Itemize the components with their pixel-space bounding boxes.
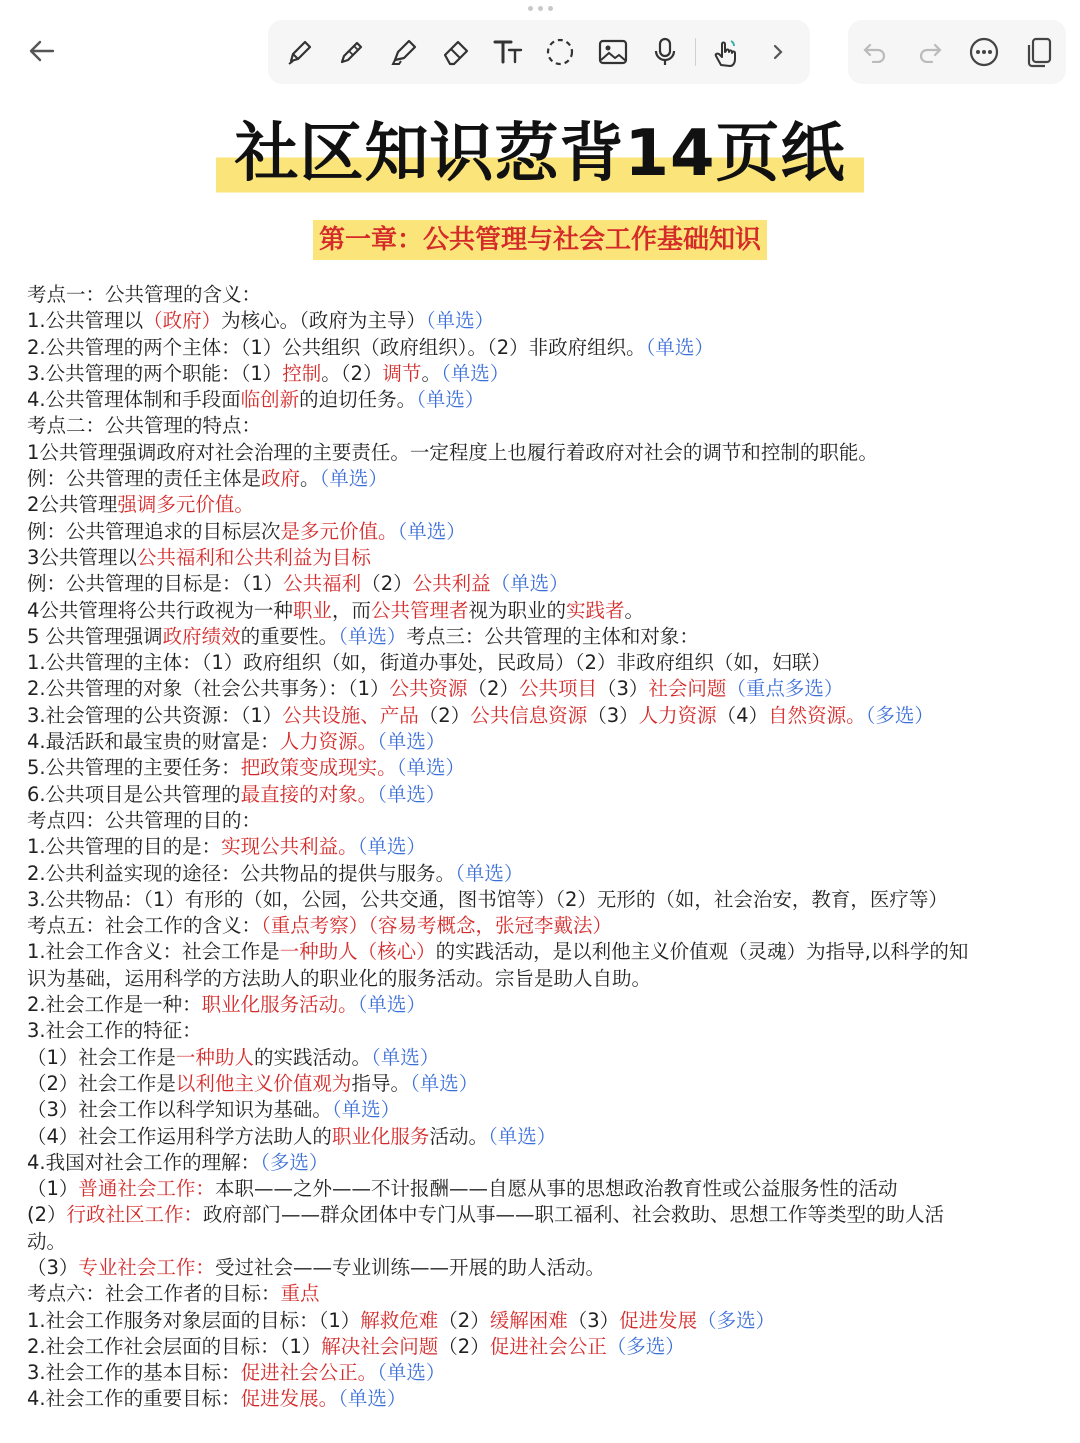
body-text: (2）: [27, 1203, 67, 1227]
highlight-text: 普通社会工作：: [78, 1177, 215, 1201]
body-text: 考点一：公共管理的含义：: [27, 283, 262, 306]
body-text: 4.公共管理体制和手段面: [27, 388, 241, 412]
body-text: 为核心。（政府为主导）: [221, 309, 426, 333]
body-text: 考点二：公共管理的特点：: [27, 414, 262, 438]
note-line: [27, 755, 1055, 781]
body-text: 2.社会工作社会层面的目标：（1）: [27, 1334, 322, 1358]
question-type-tag: （多选）: [260, 1150, 329, 1174]
pen-tool-button[interactable]: [278, 30, 322, 74]
body-text: （2）: [467, 677, 519, 701]
body-text: 本职——之外——不计报酬——自愿从事的思想政治教育性或公益服务性的活动: [214, 1177, 898, 1201]
body-text: （2）: [438, 1334, 490, 1358]
note-line: [27, 703, 1055, 729]
body-text: 例：公共管理的目标是：（1）: [27, 572, 284, 596]
body-text: 1.公共管理以: [27, 309, 144, 333]
body-text: 受过社会——专业训练——开展的助人活动。: [214, 1255, 605, 1279]
arrow-left-icon: [29, 40, 55, 62]
highlight-text: 缓解困难: [489, 1308, 568, 1332]
text-tool-button[interactable]: [486, 30, 530, 74]
body-text: 3.社会管理的公共资源：（1）: [27, 703, 283, 727]
note-content[interactable]: [27, 282, 1055, 1413]
note-line: [27, 1045, 1055, 1071]
top-toolbar: [0, 0, 1080, 100]
question-type-tag: （单选）: [370, 1045, 440, 1069]
pencil-tool-button[interactable]: [330, 30, 374, 74]
body-text: 活动。: [429, 1124, 488, 1148]
body-text: 3公共管理以: [27, 545, 137, 569]
highlight-text: 促进社会公正: [489, 1334, 607, 1358]
body-text: 考点三：公共管理的主体和对象：: [406, 624, 699, 648]
note-line: [27, 650, 1055, 676]
pen-icon: [283, 35, 317, 69]
body-text: 考点六：社会工作者的目标：: [27, 1282, 281, 1306]
highlight-text: 促进发展: [619, 1308, 698, 1332]
body-text: ，而: [331, 598, 371, 622]
undo-icon: [862, 41, 888, 63]
body-text: 。（2）: [321, 361, 383, 385]
body-text: 考点五：社会工作的含义：: [27, 914, 262, 938]
highlight-text: 以利他主义价值观为: [175, 1071, 352, 1095]
body-text: 2公共管理: [27, 493, 118, 517]
question-type-tag: （单选）: [487, 1124, 557, 1148]
note-line: [27, 966, 1055, 992]
note-line: [27, 834, 1055, 860]
touch-hand-icon: [709, 35, 743, 69]
question-type-tag: （多选）: [697, 1308, 776, 1332]
body-text: （4）社会工作运用科学方法助人的: [27, 1124, 332, 1148]
note-line: [27, 887, 1055, 913]
microphone-tool-button[interactable]: [643, 30, 687, 74]
note-line: [27, 519, 1055, 545]
drag-handle[interactable]: [524, 6, 556, 12]
body-text: 。: [624, 598, 645, 622]
highlight-text: 重点: [280, 1282, 320, 1306]
highlight-text: 把政策变成现实。: [240, 756, 397, 780]
highlight-text: 行政社区工作：: [66, 1203, 204, 1227]
note-line: [27, 1281, 1055, 1307]
note-line: [27, 282, 1055, 308]
body-text: 2.公共管理的两个主体：（1）公共组织（政府组织）。（2）非政府组织。: [27, 335, 646, 359]
note-line: [27, 624, 1055, 650]
eraser-tool-button[interactable]: [434, 30, 478, 74]
highlight-text: 最直接的对象。: [240, 782, 378, 806]
body-text: （2）: [438, 1308, 490, 1332]
note-line: [27, 598, 1055, 624]
note-line: [27, 1255, 1055, 1281]
note-line: [27, 1308, 1055, 1334]
marker-icon: [387, 35, 421, 69]
pencil-icon: [335, 35, 369, 69]
note-line: [27, 861, 1055, 887]
chapter-heading: 第一章：公共管理与社会工作基础知识: [313, 220, 767, 260]
chapter-area: [0, 220, 1080, 260]
highlight-text: 一种助人（核心）: [279, 940, 436, 964]
highlight-text: 临创新: [240, 388, 300, 412]
chevron-right-icon: [768, 42, 788, 62]
body-text: （2）: [361, 572, 413, 596]
note-line: [27, 1386, 1055, 1412]
question-type-tag: （单选）: [377, 782, 446, 806]
question-type-tag: （单选）: [397, 519, 466, 543]
note-line: [27, 1097, 1055, 1123]
note-line: [27, 1150, 1055, 1176]
question-type-tag: （单选）: [455, 861, 524, 885]
question-type-tag: （单选）: [377, 1361, 446, 1385]
note-line: [27, 1071, 1055, 1097]
redo-icon: [917, 41, 943, 63]
body-text: 。: [300, 467, 320, 491]
body-text: 2.社会工作是一种：: [27, 993, 202, 1017]
lasso-tool-button[interactable]: [538, 30, 582, 74]
question-type-tag: （单选）: [409, 1071, 479, 1095]
note-line: [27, 308, 1055, 334]
highlight-text: 政府: [261, 467, 301, 491]
title-area: [0, 112, 1080, 196]
body-text: 1公共管理强调政府对社会治理的主要责任。一定程度上也履行着政府对社会的调节和控制的职能。: [27, 440, 878, 464]
body-text: 动。: [27, 1229, 67, 1253]
highlight-text: 公共信息资源: [470, 703, 588, 727]
note-line: [27, 1018, 1055, 1044]
note-line: [27, 808, 1055, 834]
body-text: 5 公共管理强调: [27, 624, 163, 648]
body-text: 1.社会工作含义：社会工作是: [27, 940, 280, 964]
more-icon: [968, 36, 1000, 68]
question-type-tag: （单选）: [425, 309, 495, 333]
body-text: 4.社会工作的重要目标：: [27, 1387, 241, 1411]
body-text: 的重要性。: [240, 624, 339, 648]
body-text: （3）: [596, 677, 649, 701]
body-text: 指导。: [351, 1071, 410, 1095]
note-line: [27, 676, 1055, 702]
image-icon: [596, 35, 630, 69]
body-text: 5.公共管理的主要任务：: [27, 756, 241, 780]
highlight-text: 控制: [282, 361, 322, 385]
body-text: 2.公共管理的对象（社会公共事务）：（1）: [27, 677, 390, 701]
image-tool-button[interactable]: [591, 30, 635, 74]
body-text: 。: [421, 361, 441, 385]
highlight-text: 促进社会公正。: [240, 1361, 378, 1385]
document-actions: [848, 20, 1066, 84]
highlight-text: 解救危难: [360, 1308, 439, 1332]
highlight-text: 人力资源: [638, 703, 717, 727]
redo-button[interactable]: [908, 30, 952, 74]
body-text: （3）社会工作以科学知识为基础。: [27, 1098, 332, 1122]
note-line: [27, 545, 1055, 571]
note-line: [27, 913, 1055, 939]
more-tools-button[interactable]: [756, 30, 800, 74]
question-type-tag: （单选）: [396, 756, 465, 780]
highlight-text: 公共利益: [412, 572, 491, 596]
body-text: 4.最活跃和最宝贵的财富是：: [27, 730, 280, 754]
question-type-tag: （单选）: [331, 1098, 401, 1122]
highlight-text: 实现公共利益。: [221, 835, 358, 859]
highlight-text: 公共设施、产品: [282, 703, 419, 727]
highlight-text: 调节: [382, 361, 422, 385]
page-title: 社区知识荵背14页纸: [216, 112, 863, 196]
question-type-tag: （单选）: [319, 467, 388, 491]
body-text: 识为基础，运用科学的方法助人的职业化的服务活动。宗旨是助人自助。: [27, 966, 652, 990]
highlight-text: 公共项目: [518, 677, 597, 701]
pages-button[interactable]: [1017, 30, 1061, 74]
body-text: 3.社会工作的基本目标：: [27, 1361, 241, 1385]
note-line: [27, 1124, 1055, 1150]
body-text: 1.公共管理的目的是：: [27, 835, 222, 859]
note-line: [27, 939, 1055, 965]
highlight-text: 一种助人: [175, 1045, 254, 1069]
highlight-text: （政府）: [143, 309, 222, 333]
note-line: [27, 361, 1055, 387]
eraser-icon: [439, 35, 473, 69]
note-line: [27, 335, 1055, 361]
body-text: 6.公共项目是公共管理的: [27, 782, 241, 806]
body-text: 例：公共管理的责任主体是: [27, 467, 262, 491]
highlight-text: 社会问题: [648, 677, 727, 701]
body-text: 的迫切任务。: [299, 388, 417, 412]
body-text: 视为职业的: [468, 598, 566, 622]
question-type-tag: （重点多选）: [726, 677, 844, 701]
highlight-text: 人力资源。: [279, 730, 378, 754]
note-line: [27, 413, 1055, 439]
note-line: [27, 1202, 1055, 1228]
note-line: [27, 1360, 1055, 1386]
highlight-text: 公共管理者: [370, 598, 469, 622]
toolbar-divider: [695, 38, 696, 66]
highlight-text: 职业化服务: [331, 1124, 430, 1148]
lasso-icon: [543, 35, 577, 69]
note-line: [27, 387, 1055, 413]
more-button[interactable]: [962, 30, 1006, 74]
highlight-text: 实践者: [565, 598, 625, 622]
highlight-text: 专业社会工作：: [78, 1255, 215, 1279]
pages-icon: [1024, 36, 1054, 68]
touch-tool-button[interactable]: [704, 30, 748, 74]
question-type-tag: （多选）: [606, 1334, 685, 1358]
highlight-text: 自然资源。: [768, 703, 866, 727]
note-line: [27, 492, 1055, 518]
undo-button[interactable]: [853, 30, 897, 74]
note-line: [27, 782, 1055, 808]
question-type-tag: （单选）: [377, 730, 446, 754]
highlight-text: 公共福利和公共利益为目标: [136, 545, 371, 569]
highlight-text: 政府绩效: [162, 624, 241, 648]
note-line: [27, 992, 1055, 1018]
body-text: 的实践活动，是以利他主义价值观（灵魂）为指导,以科学的知: [435, 940, 969, 964]
question-type-tag: （单选）: [338, 624, 407, 648]
note-line: [27, 729, 1055, 755]
question-type-tag: （单选）: [416, 388, 485, 412]
body-text: 2.公共利益实现的途径：公共物品的提供与服务。: [27, 861, 456, 885]
body-text: （2）: [418, 703, 471, 727]
marker-tool-button[interactable]: [382, 30, 426, 74]
body-text: 例：公共管理追求的目标层次: [27, 519, 281, 543]
question-type-tag: （单选）: [357, 835, 426, 859]
body-text: 3.公共物品：（1）有形的（如，公园，公共交通，图书馆等）（2）无形的（如，社会治安，教育，医疗等）: [27, 887, 948, 911]
body-text: （3）: [587, 703, 639, 727]
note-line: [27, 1229, 1055, 1255]
body-text: （4）: [716, 703, 769, 727]
body-text: 1.社会工作服务对象层面的目标：（1）: [27, 1308, 361, 1332]
question-type-tag: （单选）: [490, 572, 569, 596]
question-type-tag: （单选）: [357, 993, 426, 1017]
body-text: 4.我国对社会工作的理解：: [27, 1150, 261, 1174]
body-text: 的实践活动。: [253, 1045, 371, 1069]
question-type-tag: （单选）: [338, 1387, 407, 1411]
body-text: 政府部门——群众团体中专门从事——职工福利、社会救助、思想工作等类型的助人活: [203, 1203, 945, 1227]
note-line: [27, 466, 1055, 492]
body-text: （1）: [27, 1177, 79, 1201]
note-line: [27, 571, 1055, 597]
highlight-text: 强调多元价值。: [117, 493, 254, 517]
body-text: （1）社会工作是: [27, 1045, 176, 1069]
body-text: 4公共管理将公共行政视为一种: [27, 598, 293, 622]
question-type-tag: （单选）: [440, 361, 510, 385]
body-text: （2）社会工作是: [27, 1071, 176, 1095]
text-icon: [491, 35, 525, 69]
note-line: [27, 1334, 1055, 1360]
body-text: 考点四：公共管理的目的：: [27, 808, 262, 832]
highlight-text: 职业: [292, 598, 332, 622]
note-line: [27, 440, 1055, 466]
back-button[interactable]: [14, 26, 70, 76]
highlight-text: 促进发展。: [240, 1387, 339, 1411]
body-text: （3）: [27, 1255, 79, 1279]
drawing-tools: [268, 20, 810, 84]
body-text: 1.公共管理的主体：（1）政府组织（如，街道办事处，民政局）（2）非政府组织（如，妇联）: [27, 651, 831, 675]
note-line: [27, 1176, 1055, 1202]
highlight-text: 职业化服务活动。: [201, 993, 358, 1017]
body-text: 3.公共管理的两个职能：（1）: [27, 361, 283, 385]
highlight-text: （重点考察）（容易考概念，张冠李戴法）: [261, 914, 613, 938]
question-type-tag: （多选）: [865, 703, 934, 727]
highlight-text: 是多元价值。: [280, 519, 398, 543]
body-text: （3）: [567, 1308, 620, 1332]
question-type-tag: （单选）: [645, 335, 714, 359]
highlight-text: 公共资源: [389, 677, 468, 701]
body-text: 3.社会工作的特征：: [27, 1019, 202, 1043]
highlight-text: 解决社会问题: [321, 1334, 439, 1358]
microphone-icon: [648, 35, 682, 69]
highlight-text: 公共福利: [283, 572, 362, 596]
